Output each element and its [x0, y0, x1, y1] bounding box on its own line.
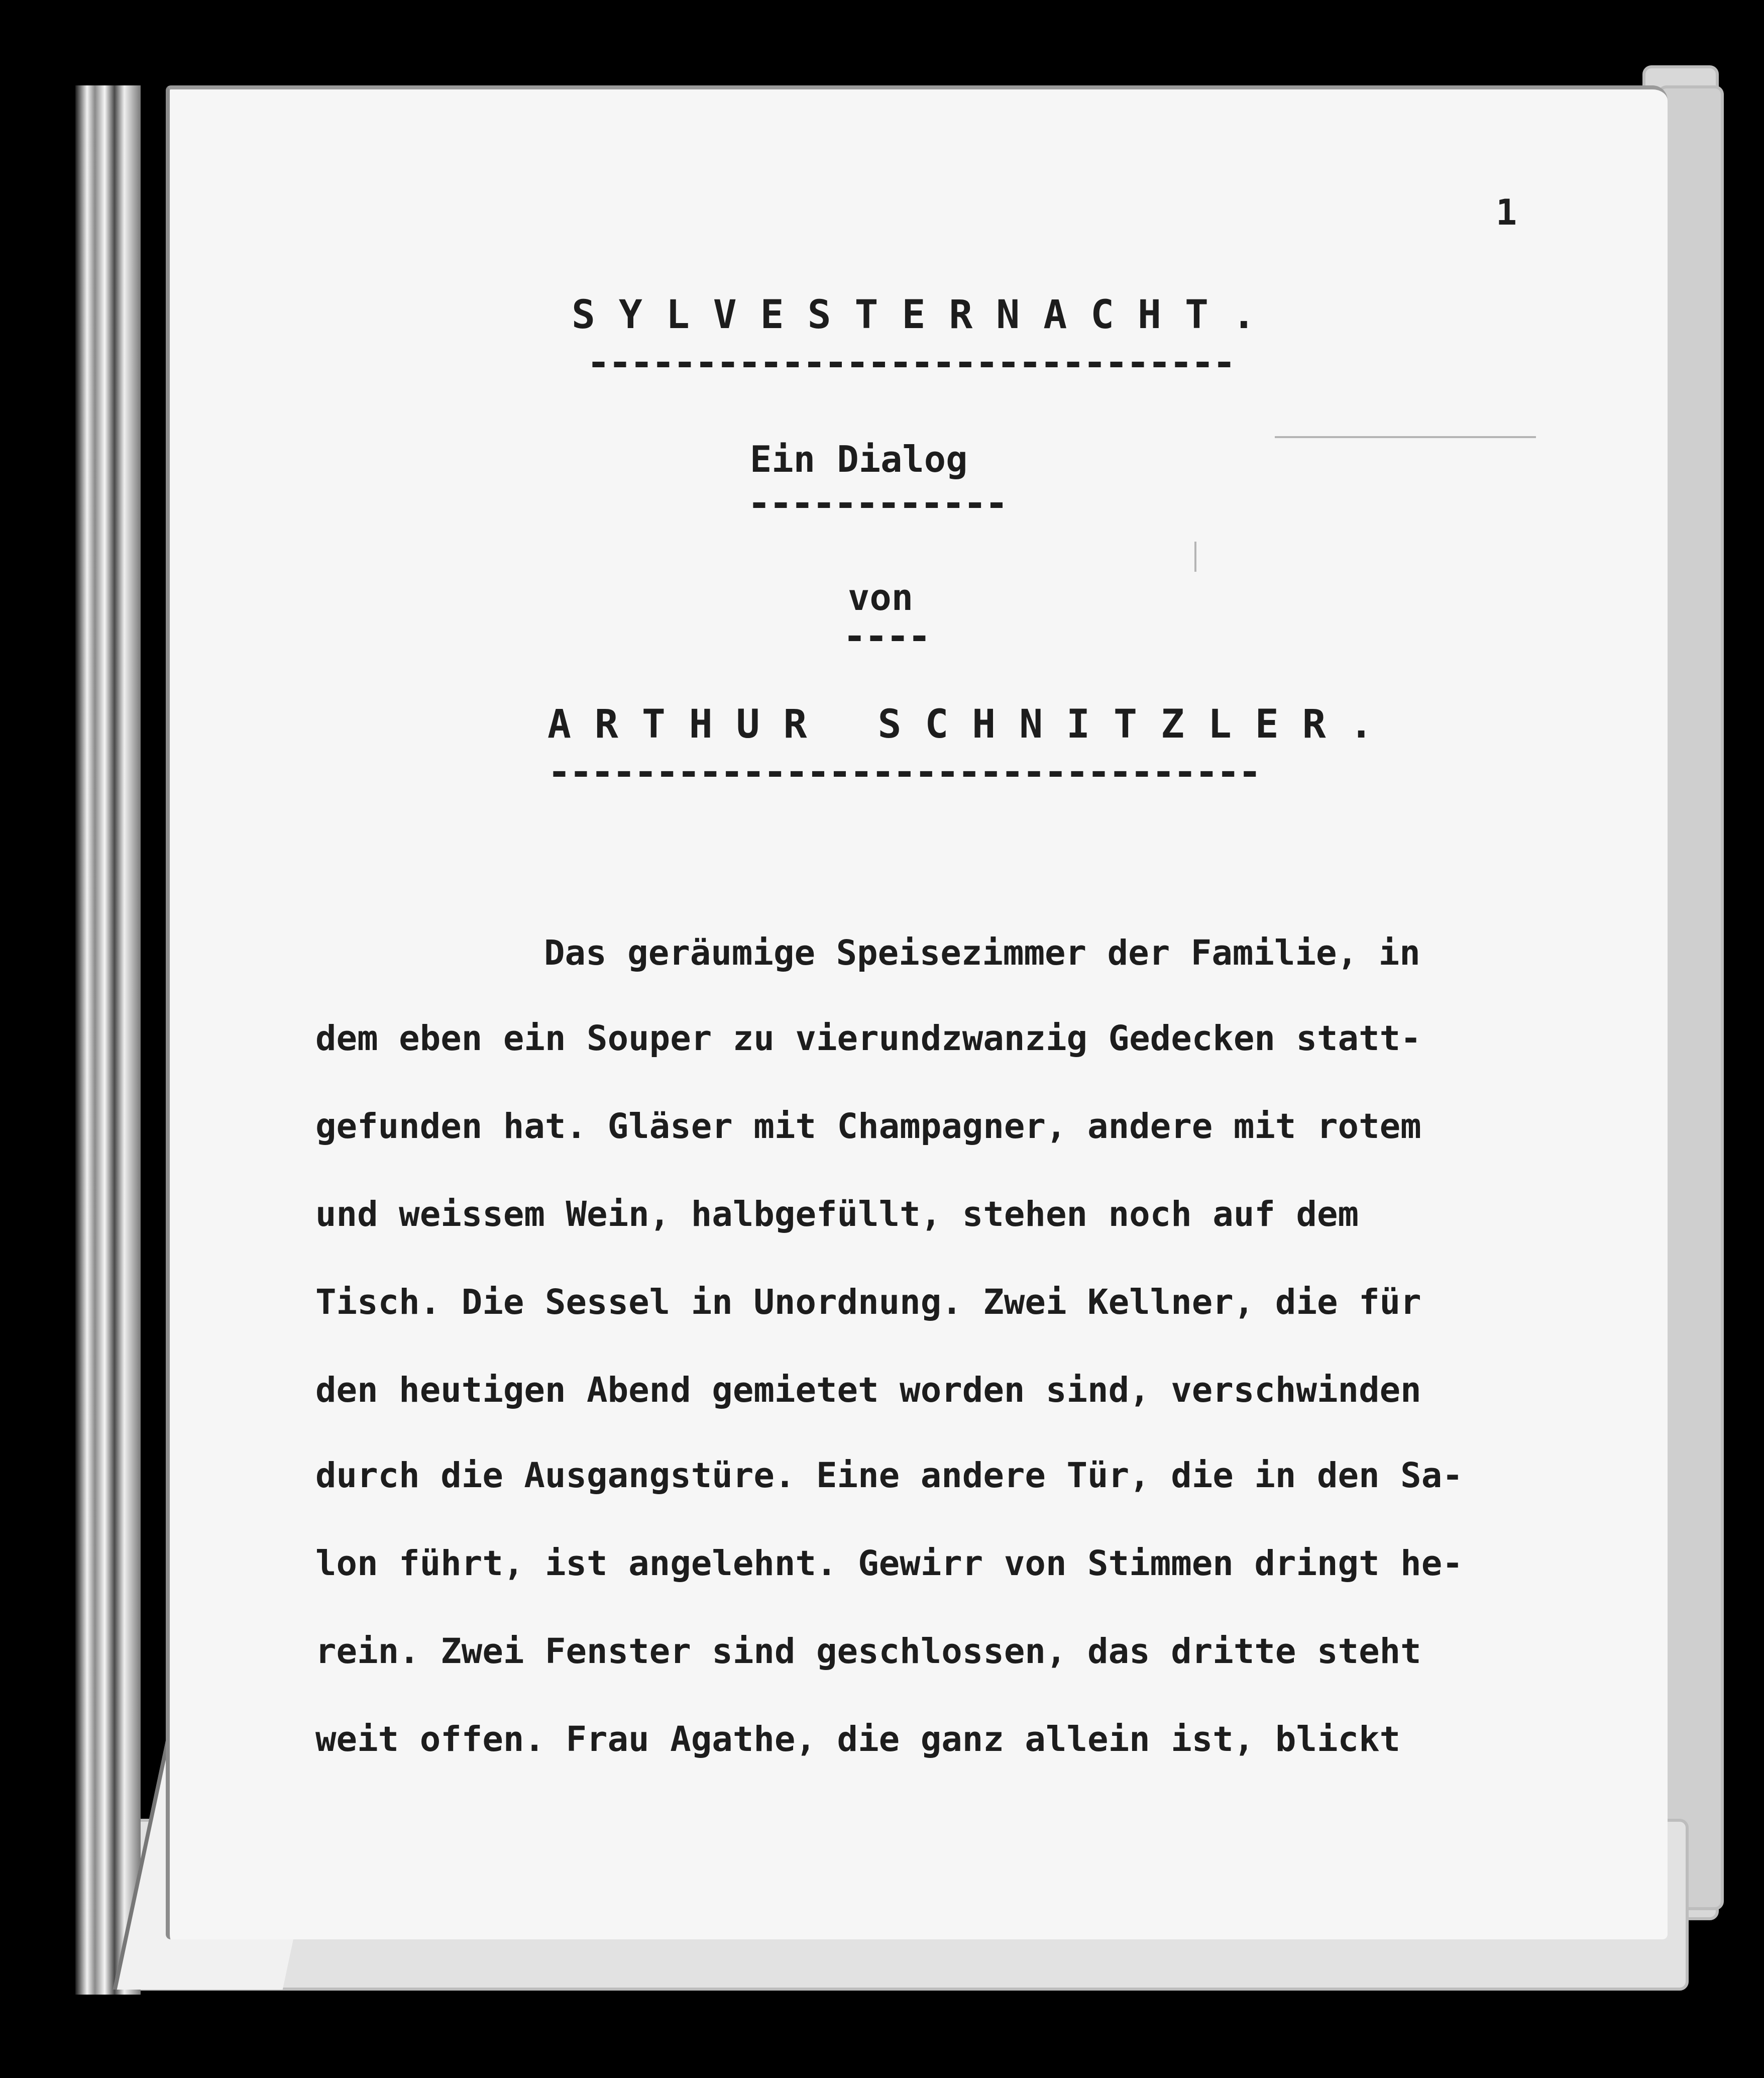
body-text-line: weit offen. Frau Agathe, die ganz allein ist, blickt — [315, 1719, 1401, 1759]
body-text-line: gefunden hat. Gläser mit Champagner, andere mit rotem — [315, 1106, 1421, 1147]
body-text-line: Das geräumige Speisezimmer der Familie, in — [544, 933, 1420, 973]
author-name: A R T H U R S C H N I T Z L E R . — [547, 702, 1373, 747]
document-subtitle: Ein Dialog — [750, 438, 968, 480]
subtitle-underline: ------------ — [747, 481, 1007, 526]
body-text-line: lon führt, ist angelehnt. Gewirr von Stimmen dringt he- — [315, 1543, 1463, 1584]
stray-mark — [1194, 542, 1196, 572]
by-line: von — [848, 576, 914, 618]
author-underline: --------------------------------- — [547, 750, 1260, 795]
body-text-line: rein. Zwei Fenster sind geschlossen, das dritte steht — [315, 1631, 1421, 1672]
page-number: 1 — [1496, 192, 1517, 233]
body-text-line: den heutigen Abend gemietet worden sind, verschwinden — [315, 1370, 1421, 1410]
document-title: S Y L V E S T E R N A C H T . — [572, 292, 1256, 338]
title-underline: ------------------------------ — [587, 340, 1234, 385]
body-text-line: und weissem Wein, halbgefüllt, stehen noch auf dem — [315, 1194, 1359, 1234]
body-text-line: Tisch. Die Sessel in Unordnung. Zwei Kellner, die für — [315, 1282, 1421, 1322]
page-binding — [75, 85, 141, 1995]
body-text-line: dem eben ein Souper zu vierundzwanzig Gedecken statt- — [315, 1018, 1421, 1059]
body-text-line: durch die Ausgangstüre. Eine andere Tür, die in den Sa- — [315, 1456, 1463, 1496]
by-line-underline: ---- — [843, 614, 929, 659]
typewritten-page — [166, 85, 1668, 1939]
stray-mark — [1275, 436, 1536, 438]
